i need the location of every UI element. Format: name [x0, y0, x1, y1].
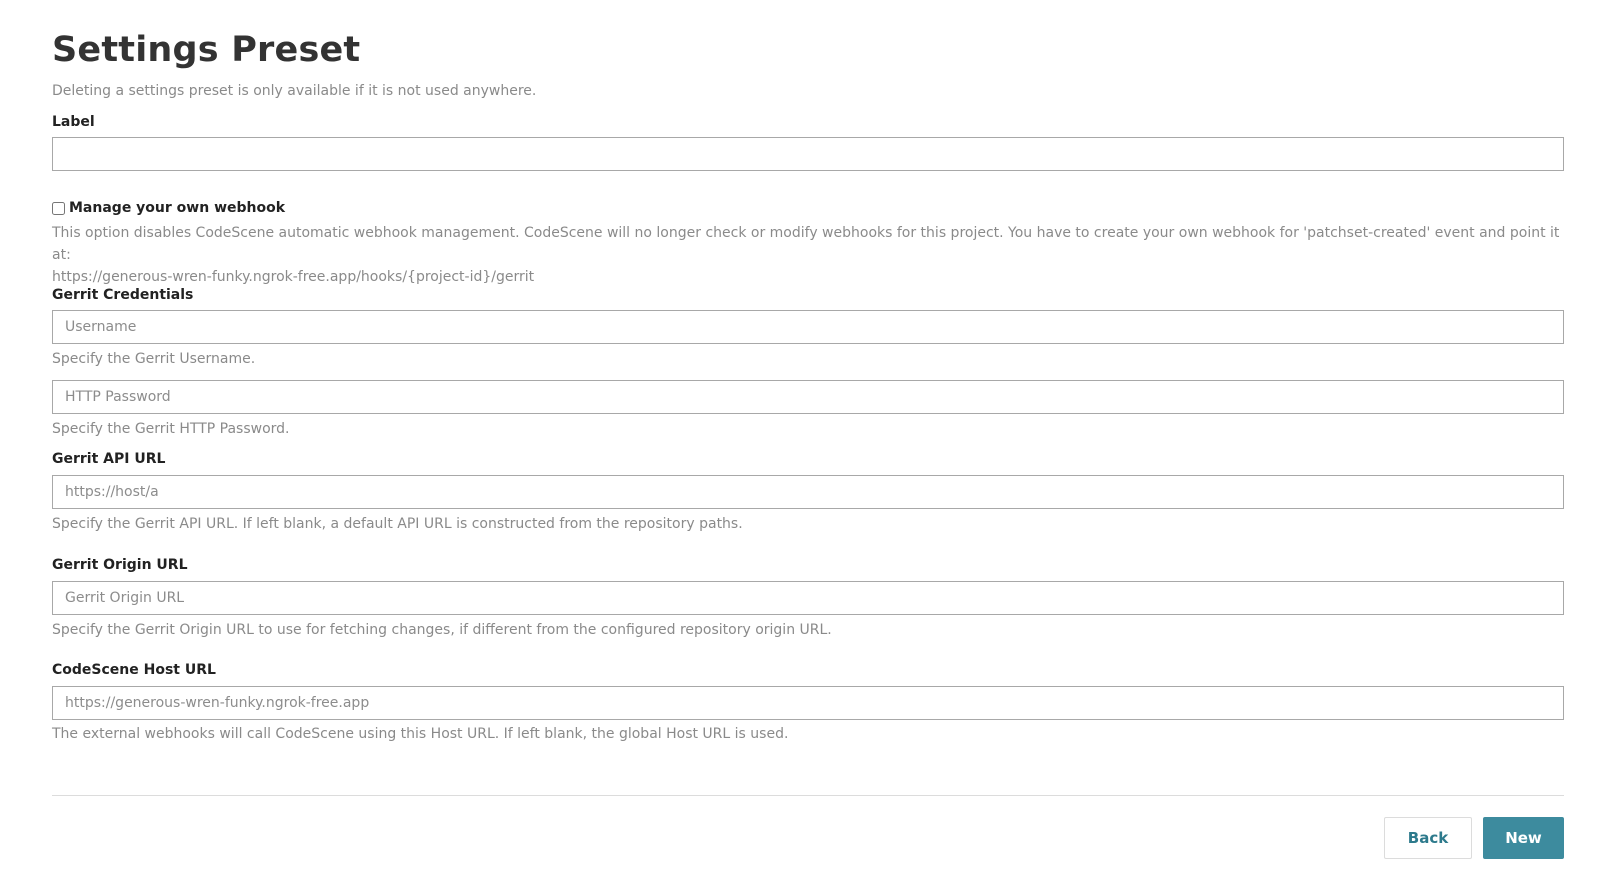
label-input[interactable] [52, 137, 1564, 171]
gerrit-origin-url-label: Gerrit Origin URL [52, 557, 188, 573]
form-divider [52, 795, 1564, 796]
webhook-help [52, 222, 1572, 288]
gerrit-api-url-input[interactable] [52, 475, 1564, 509]
back-button[interactable]: Back [1384, 817, 1472, 859]
gerrit-api-url-help: Specify the Gerrit API URL. If left blank, a default API URL is constructed from the repository paths. [52, 516, 743, 532]
gerrit-credentials-label: Gerrit Credentials [52, 287, 194, 303]
label-field-label: Label [52, 114, 95, 130]
gerrit-origin-url-help: Specify the Gerrit Origin URL to use for fetching changes, if different from the configured repository origin URL. [52, 622, 832, 638]
manage-webhook-checkbox[interactable] [52, 202, 65, 215]
new-button[interactable]: New [1483, 817, 1564, 859]
username-input[interactable] [52, 310, 1564, 344]
webhook-help-text: This option disables CodeScene automatic webhook management. CodeScene will no longer check or modify webhooks for this project. You have to create your own webhook for 'patchset-created' event and point it at: [52, 225, 1560, 263]
gerrit-origin-url-input[interactable] [52, 581, 1564, 615]
http-password-input[interactable] [52, 380, 1564, 414]
password-help: Specify the Gerrit HTTP Password. [52, 421, 290, 437]
codescene-host-url-help: The external webhooks will call CodeScene using this Host URL. If left blank, the global Host URL is used. [52, 726, 789, 742]
codescene-host-url-label: CodeScene Host URL [52, 662, 216, 678]
page-title: Settings Preset [52, 30, 361, 70]
codescene-host-url-input[interactable] [52, 686, 1564, 720]
page-subtitle: Deleting a settings preset is only available if it is not used anywhere. [52, 83, 537, 99]
username-help: Specify the Gerrit Username. [52, 351, 256, 367]
gerrit-api-url-label: Gerrit API URL [52, 451, 166, 467]
manage-webhook-label[interactable]: Manage your own webhook [69, 200, 286, 216]
manage-webhook-row [52, 200, 285, 216]
webhook-url: https://generous-wren-funky.ngrok-free.app/hooks/{project-id}/gerrit [52, 269, 535, 285]
